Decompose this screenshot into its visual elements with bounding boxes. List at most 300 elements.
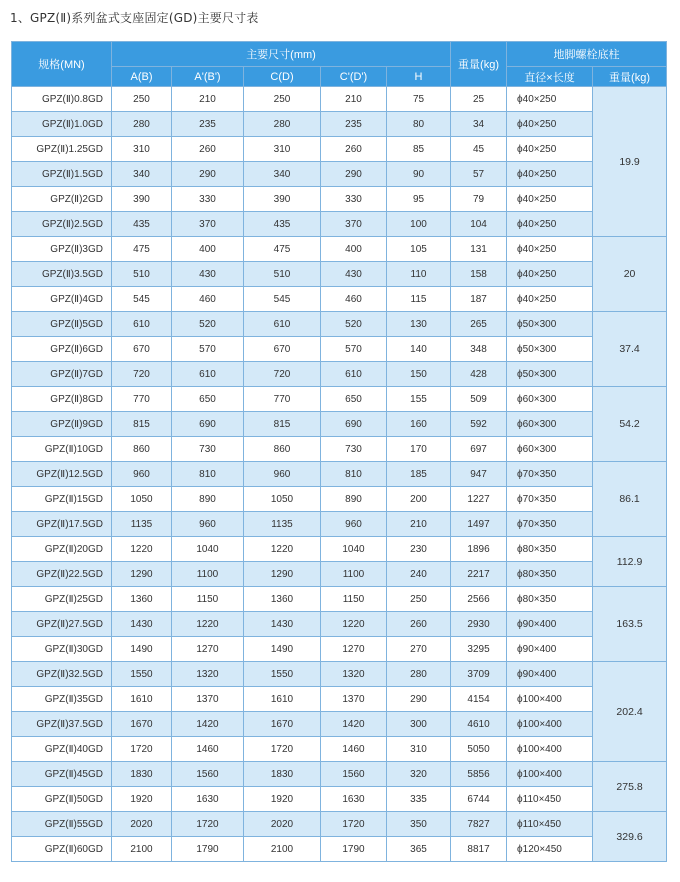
table-row: [12, 787, 667, 812]
dim-h-cell: 105: [387, 237, 451, 262]
spec-cell: GPZ(Ⅱ)55GD: [12, 812, 112, 837]
weight-cell: 5050: [451, 737, 507, 762]
dim-a-cell: 815: [112, 412, 172, 437]
dim-h-cell: 280: [387, 662, 451, 687]
anchor-weight-cell: 37.4: [593, 312, 667, 387]
dim-c-cell: 770: [244, 387, 321, 412]
page-title: 1、GPZ(Ⅱ)系列盆式支座固定(GD)主要尺寸表: [10, 11, 259, 25]
weight-cell: 1497: [451, 512, 507, 537]
table-row: [12, 187, 667, 212]
dim-a-cell: 510: [112, 262, 172, 287]
bolt-size-cell: ϕ70×350: [507, 487, 593, 512]
dim-a-cell: 250: [112, 87, 172, 112]
dim-a-cell: 1550: [112, 662, 172, 687]
bolt-size-cell: ϕ100×400: [507, 712, 593, 737]
table-row: [12, 837, 667, 862]
dim-c-prime-cell: 1150: [321, 587, 387, 612]
spec-cell: GPZ(Ⅱ)2.5GD: [12, 212, 112, 237]
bolt-size-cell: ϕ40×250: [507, 162, 593, 187]
table-row: [12, 562, 667, 587]
bolt-size-cell: ϕ40×250: [507, 137, 593, 162]
dim-c-prime-cell: 1560: [321, 762, 387, 787]
table-row: [12, 362, 667, 387]
dim-a-cell: 670: [112, 337, 172, 362]
spec-cell: GPZ(Ⅱ)1.5GD: [12, 162, 112, 187]
dim-c-prime-cell: 810: [321, 462, 387, 487]
dim-a-prime-cell: 290: [172, 162, 244, 187]
dim-c-cell: 1670: [244, 712, 321, 737]
dim-a-cell: 340: [112, 162, 172, 187]
weight-cell: 265: [451, 312, 507, 337]
weight-cell: 697: [451, 437, 507, 462]
weight-cell: 4154: [451, 687, 507, 712]
table-row: [12, 112, 667, 137]
weight-cell: 7827: [451, 812, 507, 837]
bolt-size-cell: ϕ40×250: [507, 187, 593, 212]
table-row: [12, 812, 667, 837]
spec-cell: GPZ(Ⅱ)3GD: [12, 237, 112, 262]
table-row: [12, 87, 667, 112]
dim-c-prime-cell: 290: [321, 162, 387, 187]
weight-cell: 1227: [451, 487, 507, 512]
dim-a-prime-cell: 690: [172, 412, 244, 437]
weight-cell: 104: [451, 212, 507, 237]
dim-h-cell: 150: [387, 362, 451, 387]
dim-a-cell: 280: [112, 112, 172, 137]
spec-cell: GPZ(Ⅱ)60GD: [12, 837, 112, 862]
spec-cell: GPZ(Ⅱ)25GD: [12, 587, 112, 612]
dim-c-prime-cell: 1270: [321, 637, 387, 662]
dim-a-cell: 610: [112, 312, 172, 337]
dim-a-cell: 1720: [112, 737, 172, 762]
weight-cell: 2930: [451, 612, 507, 637]
spec-cell: GPZ(Ⅱ)45GD: [12, 762, 112, 787]
table-row: [12, 487, 667, 512]
weight-cell: 6744: [451, 787, 507, 812]
dim-h-cell: 335: [387, 787, 451, 812]
bolt-size-cell: ϕ110×450: [507, 787, 593, 812]
dim-c-cell: 545: [244, 287, 321, 312]
table-row: [12, 737, 667, 762]
bolt-size-cell: ϕ40×250: [507, 237, 593, 262]
dim-c-prime-cell: 1460: [321, 737, 387, 762]
bolt-size-cell: ϕ40×250: [507, 262, 593, 287]
dim-a-prime-cell: 210: [172, 87, 244, 112]
dim-c-cell: 1720: [244, 737, 321, 762]
dim-c-prime-cell: 1790: [321, 837, 387, 862]
dim-h-cell: 210: [387, 512, 451, 537]
header-col-a-prime: A'(B'): [172, 67, 244, 87]
table-row: [12, 387, 667, 412]
spec-cell: GPZ(Ⅱ)32.5GD: [12, 662, 112, 687]
dim-c-prime-cell: 610: [321, 362, 387, 387]
dim-a-cell: 2020: [112, 812, 172, 837]
dim-c-prime-cell: 1040: [321, 537, 387, 562]
dim-c-cell: 1920: [244, 787, 321, 812]
dim-h-cell: 100: [387, 212, 451, 237]
table-row: [12, 412, 667, 437]
dim-a-cell: 2100: [112, 837, 172, 862]
dim-h-cell: 250: [387, 587, 451, 612]
dim-c-prime-cell: 430: [321, 262, 387, 287]
dim-a-prime-cell: 1220: [172, 612, 244, 637]
bolt-size-cell: ϕ40×250: [507, 212, 593, 237]
table-row: [12, 237, 667, 262]
dim-h-cell: 350: [387, 812, 451, 837]
header-weight: 重量(kg): [451, 42, 507, 87]
dim-c-cell: 475: [244, 237, 321, 262]
weight-cell: 45: [451, 137, 507, 162]
dim-a-prime-cell: 520: [172, 312, 244, 337]
dim-c-prime-cell: 1630: [321, 787, 387, 812]
dim-a-cell: 1830: [112, 762, 172, 787]
table-body: [12, 87, 667, 862]
anchor-weight-cell: 163.5: [593, 587, 667, 662]
table-row: [12, 462, 667, 487]
weight-cell: 79: [451, 187, 507, 212]
dim-a-cell: 390: [112, 187, 172, 212]
spec-cell: GPZ(Ⅱ)37.5GD: [12, 712, 112, 737]
dim-c-cell: 2100: [244, 837, 321, 862]
spec-cell: GPZ(Ⅱ)50GD: [12, 787, 112, 812]
table-row: [12, 712, 667, 737]
dim-c-prime-cell: 260: [321, 137, 387, 162]
spec-cell: GPZ(Ⅱ)4GD: [12, 287, 112, 312]
dim-c-prime-cell: 1320: [321, 662, 387, 687]
dim-a-prime-cell: 890: [172, 487, 244, 512]
anchor-weight-cell: 329.6: [593, 812, 667, 862]
bolt-size-cell: ϕ80×350: [507, 587, 593, 612]
dim-a-prime-cell: 1630: [172, 787, 244, 812]
dim-h-cell: 240: [387, 562, 451, 587]
bolt-size-cell: ϕ60×300: [507, 437, 593, 462]
header-col-c-prime: C'(D'): [321, 67, 387, 87]
bolt-size-cell: ϕ80×350: [507, 537, 593, 562]
dim-h-cell: 95: [387, 187, 451, 212]
spec-cell: GPZ(Ⅱ)22.5GD: [12, 562, 112, 587]
bolt-size-cell: ϕ70×350: [507, 512, 593, 537]
dim-a-cell: 310: [112, 137, 172, 162]
bolt-size-cell: ϕ70×350: [507, 462, 593, 487]
table-row: [12, 587, 667, 612]
weight-cell: 947: [451, 462, 507, 487]
dim-h-cell: 115: [387, 287, 451, 312]
spec-cell: GPZ(Ⅱ)10GD: [12, 437, 112, 462]
bolt-size-cell: ϕ90×400: [507, 662, 593, 687]
header-col-a: A(B): [112, 67, 172, 87]
spec-cell: GPZ(Ⅱ)17.5GD: [12, 512, 112, 537]
dim-c-prime-cell: 1220: [321, 612, 387, 637]
dim-a-cell: 1220: [112, 537, 172, 562]
dim-c-cell: 390: [244, 187, 321, 212]
weight-cell: 509: [451, 387, 507, 412]
bolt-size-cell: ϕ90×400: [507, 612, 593, 637]
dim-h-cell: 270: [387, 637, 451, 662]
spec-cell: GPZ(Ⅱ)15GD: [12, 487, 112, 512]
spec-cell: GPZ(Ⅱ)8GD: [12, 387, 112, 412]
bolt-size-cell: ϕ50×300: [507, 362, 593, 387]
anchor-weight-cell: 86.1: [593, 462, 667, 537]
dim-h-cell: 260: [387, 612, 451, 637]
dim-h-cell: 85: [387, 137, 451, 162]
table-row: [12, 287, 667, 312]
bolt-size-cell: ϕ90×400: [507, 637, 593, 662]
spec-cell: GPZ(Ⅱ)20GD: [12, 537, 112, 562]
spec-cell: GPZ(Ⅱ)27.5GD: [12, 612, 112, 637]
spec-cell: GPZ(Ⅱ)5GD: [12, 312, 112, 337]
dim-a-cell: 475: [112, 237, 172, 262]
dim-a-cell: 1360: [112, 587, 172, 612]
dim-a-cell: 1430: [112, 612, 172, 637]
dim-c-cell: 1550: [244, 662, 321, 687]
weight-cell: 187: [451, 287, 507, 312]
dim-a-cell: 435: [112, 212, 172, 237]
dim-c-prime-cell: 650: [321, 387, 387, 412]
dim-c-prime-cell: 370: [321, 212, 387, 237]
weight-cell: 1896: [451, 537, 507, 562]
dim-a-prime-cell: 1720: [172, 812, 244, 837]
dim-c-cell: 1220: [244, 537, 321, 562]
dim-a-prime-cell: 430: [172, 262, 244, 287]
dim-a-cell: 720: [112, 362, 172, 387]
bolt-size-cell: ϕ50×300: [507, 312, 593, 337]
dim-a-prime-cell: 1460: [172, 737, 244, 762]
dim-c-cell: 815: [244, 412, 321, 437]
weight-cell: 3295: [451, 637, 507, 662]
anchor-weight-cell: 20: [593, 237, 667, 312]
spec-cell: GPZ(Ⅱ)7GD: [12, 362, 112, 387]
dim-h-cell: 320: [387, 762, 451, 787]
header-main-dimensions: 主要尺寸(mm): [112, 42, 451, 67]
dim-h-cell: 130: [387, 312, 451, 337]
header-anchor-bolt: 地脚螺栓底柱: [507, 42, 667, 67]
table-row: [12, 662, 667, 687]
dim-c-cell: 670: [244, 337, 321, 362]
dim-c-cell: 610: [244, 312, 321, 337]
dim-c-cell: 860: [244, 437, 321, 462]
dim-a-prime-cell: 330: [172, 187, 244, 212]
dim-c-cell: 1830: [244, 762, 321, 787]
dim-a-prime-cell: 570: [172, 337, 244, 362]
weight-cell: 8817: [451, 837, 507, 862]
spec-cell: GPZ(Ⅱ)2GD: [12, 187, 112, 212]
dim-c-prime-cell: 890: [321, 487, 387, 512]
dim-c-cell: 1360: [244, 587, 321, 612]
dim-c-prime-cell: 1370: [321, 687, 387, 712]
dim-a-prime-cell: 1100: [172, 562, 244, 587]
dim-h-cell: 90: [387, 162, 451, 187]
bolt-size-cell: ϕ120×450: [507, 837, 593, 862]
bolt-size-cell: ϕ110×450: [507, 812, 593, 837]
header-col-h: H: [387, 67, 451, 87]
weight-cell: 348: [451, 337, 507, 362]
anchor-weight-cell: 275.8: [593, 762, 667, 812]
weight-cell: 2566: [451, 587, 507, 612]
anchor-weight-cell: 54.2: [593, 387, 667, 462]
dim-a-cell: 1920: [112, 787, 172, 812]
bolt-size-cell: ϕ100×400: [507, 687, 593, 712]
table-row: [12, 312, 667, 337]
table-row: [12, 162, 667, 187]
weight-cell: 4610: [451, 712, 507, 737]
weight-cell: 592: [451, 412, 507, 437]
dim-h-cell: 230: [387, 537, 451, 562]
dim-a-prime-cell: 370: [172, 212, 244, 237]
table-row: [12, 612, 667, 637]
bolt-size-cell: ϕ100×400: [507, 737, 593, 762]
dim-a-cell: 770: [112, 387, 172, 412]
spec-cell: GPZ(Ⅱ)9GD: [12, 412, 112, 437]
dim-a-cell: 860: [112, 437, 172, 462]
dim-c-prime-cell: 1420: [321, 712, 387, 737]
dim-c-cell: 2020: [244, 812, 321, 837]
dim-a-prime-cell: 1370: [172, 687, 244, 712]
spec-cell: GPZ(Ⅱ)3.5GD: [12, 262, 112, 287]
dim-c-cell: 1050: [244, 487, 321, 512]
bolt-size-cell: ϕ60×300: [507, 412, 593, 437]
dim-h-cell: 365: [387, 837, 451, 862]
dim-a-prime-cell: 1790: [172, 837, 244, 862]
dim-a-prime-cell: 730: [172, 437, 244, 462]
dim-h-cell: 75: [387, 87, 451, 112]
dim-a-prime-cell: 650: [172, 387, 244, 412]
spec-cell: GPZ(Ⅱ)0.8GD: [12, 87, 112, 112]
anchor-weight-cell: 19.9: [593, 87, 667, 237]
dim-h-cell: 110: [387, 262, 451, 287]
dim-a-prime-cell: 810: [172, 462, 244, 487]
dim-a-prime-cell: 610: [172, 362, 244, 387]
dim-a-cell: 1670: [112, 712, 172, 737]
weight-cell: 428: [451, 362, 507, 387]
dim-c-cell: 250: [244, 87, 321, 112]
dim-a-cell: 960: [112, 462, 172, 487]
dim-c-prime-cell: 235: [321, 112, 387, 137]
dim-h-cell: 290: [387, 687, 451, 712]
weight-cell: 25: [451, 87, 507, 112]
dim-a-prime-cell: 1420: [172, 712, 244, 737]
bolt-size-cell: ϕ50×300: [507, 337, 593, 362]
dim-h-cell: 185: [387, 462, 451, 487]
spec-cell: GPZ(Ⅱ)1.0GD: [12, 112, 112, 137]
dim-a-prime-cell: 960: [172, 512, 244, 537]
dim-c-prime-cell: 690: [321, 412, 387, 437]
dim-c-cell: 280: [244, 112, 321, 137]
dim-h-cell: 170: [387, 437, 451, 462]
bolt-size-cell: ϕ40×250: [507, 287, 593, 312]
dim-a-prime-cell: 1270: [172, 637, 244, 662]
weight-cell: 131: [451, 237, 507, 262]
dim-c-cell: 1490: [244, 637, 321, 662]
spec-cell: GPZ(Ⅱ)1.25GD: [12, 137, 112, 162]
bolt-size-cell: ϕ60×300: [507, 387, 593, 412]
dim-c-cell: 1135: [244, 512, 321, 537]
dim-h-cell: 140: [387, 337, 451, 362]
dim-a-prime-cell: 235: [172, 112, 244, 137]
dim-c-cell: 1610: [244, 687, 321, 712]
bolt-size-cell: ϕ100×400: [507, 762, 593, 787]
dim-c-prime-cell: 460: [321, 287, 387, 312]
weight-cell: 57: [451, 162, 507, 187]
table-row: [12, 262, 667, 287]
dim-c-prime-cell: 570: [321, 337, 387, 362]
dim-a-cell: 545: [112, 287, 172, 312]
weight-cell: 5856: [451, 762, 507, 787]
spec-cell: GPZ(Ⅱ)30GD: [12, 637, 112, 662]
dim-c-cell: 310: [244, 137, 321, 162]
dim-c-prime-cell: 1100: [321, 562, 387, 587]
dim-a-cell: 1490: [112, 637, 172, 662]
table-row: [12, 537, 667, 562]
weight-cell: 3709: [451, 662, 507, 687]
dim-c-cell: 435: [244, 212, 321, 237]
dim-a-cell: 1610: [112, 687, 172, 712]
dim-a-prime-cell: 260: [172, 137, 244, 162]
dim-h-cell: 80: [387, 112, 451, 137]
bolt-size-cell: ϕ40×250: [507, 87, 593, 112]
table-row: [12, 137, 667, 162]
dim-a-cell: 1290: [112, 562, 172, 587]
dim-a-prime-cell: 1040: [172, 537, 244, 562]
dim-a-cell: 1050: [112, 487, 172, 512]
dim-a-prime-cell: 1150: [172, 587, 244, 612]
dim-c-prime-cell: 960: [321, 512, 387, 537]
dim-c-cell: 1430: [244, 612, 321, 637]
weight-cell: 34: [451, 112, 507, 137]
dim-h-cell: 310: [387, 737, 451, 762]
weight-cell: 2217: [451, 562, 507, 587]
spec-cell: GPZ(Ⅱ)12.5GD: [12, 462, 112, 487]
dim-c-prime-cell: 730: [321, 437, 387, 462]
bolt-size-cell: ϕ80×350: [507, 562, 593, 587]
dim-h-cell: 300: [387, 712, 451, 737]
header-col-anchor-weight: 重量(kg): [593, 67, 667, 87]
table-row: [12, 637, 667, 662]
dim-c-cell: 1290: [244, 562, 321, 587]
dim-a-prime-cell: 1560: [172, 762, 244, 787]
dim-c-prime-cell: 1720: [321, 812, 387, 837]
dim-a-prime-cell: 460: [172, 287, 244, 312]
dim-h-cell: 155: [387, 387, 451, 412]
bolt-size-cell: ϕ40×250: [507, 112, 593, 137]
table-row: [12, 762, 667, 787]
dim-c-prime-cell: 520: [321, 312, 387, 337]
dim-c-cell: 720: [244, 362, 321, 387]
anchor-weight-cell: 202.4: [593, 662, 667, 762]
dim-a-cell: 1135: [112, 512, 172, 537]
dimension-table: [11, 41, 667, 862]
table-row: [12, 687, 667, 712]
dim-c-cell: 340: [244, 162, 321, 187]
anchor-weight-cell: 112.9: [593, 537, 667, 587]
table-row: [12, 437, 667, 462]
dim-c-cell: 960: [244, 462, 321, 487]
dim-c-prime-cell: 210: [321, 87, 387, 112]
table-row: [12, 212, 667, 237]
table-row: [12, 512, 667, 537]
header-spec: 规格(MN): [12, 42, 112, 87]
header-col-c: C(D): [244, 67, 321, 87]
dim-h-cell: 160: [387, 412, 451, 437]
table-row: [12, 337, 667, 362]
weight-cell: 158: [451, 262, 507, 287]
spec-cell: GPZ(Ⅱ)35GD: [12, 687, 112, 712]
dim-c-cell: 510: [244, 262, 321, 287]
dim-c-prime-cell: 330: [321, 187, 387, 212]
dim-a-prime-cell: 400: [172, 237, 244, 262]
dim-a-prime-cell: 1320: [172, 662, 244, 687]
dim-h-cell: 200: [387, 487, 451, 512]
spec-cell: GPZ(Ⅱ)6GD: [12, 337, 112, 362]
